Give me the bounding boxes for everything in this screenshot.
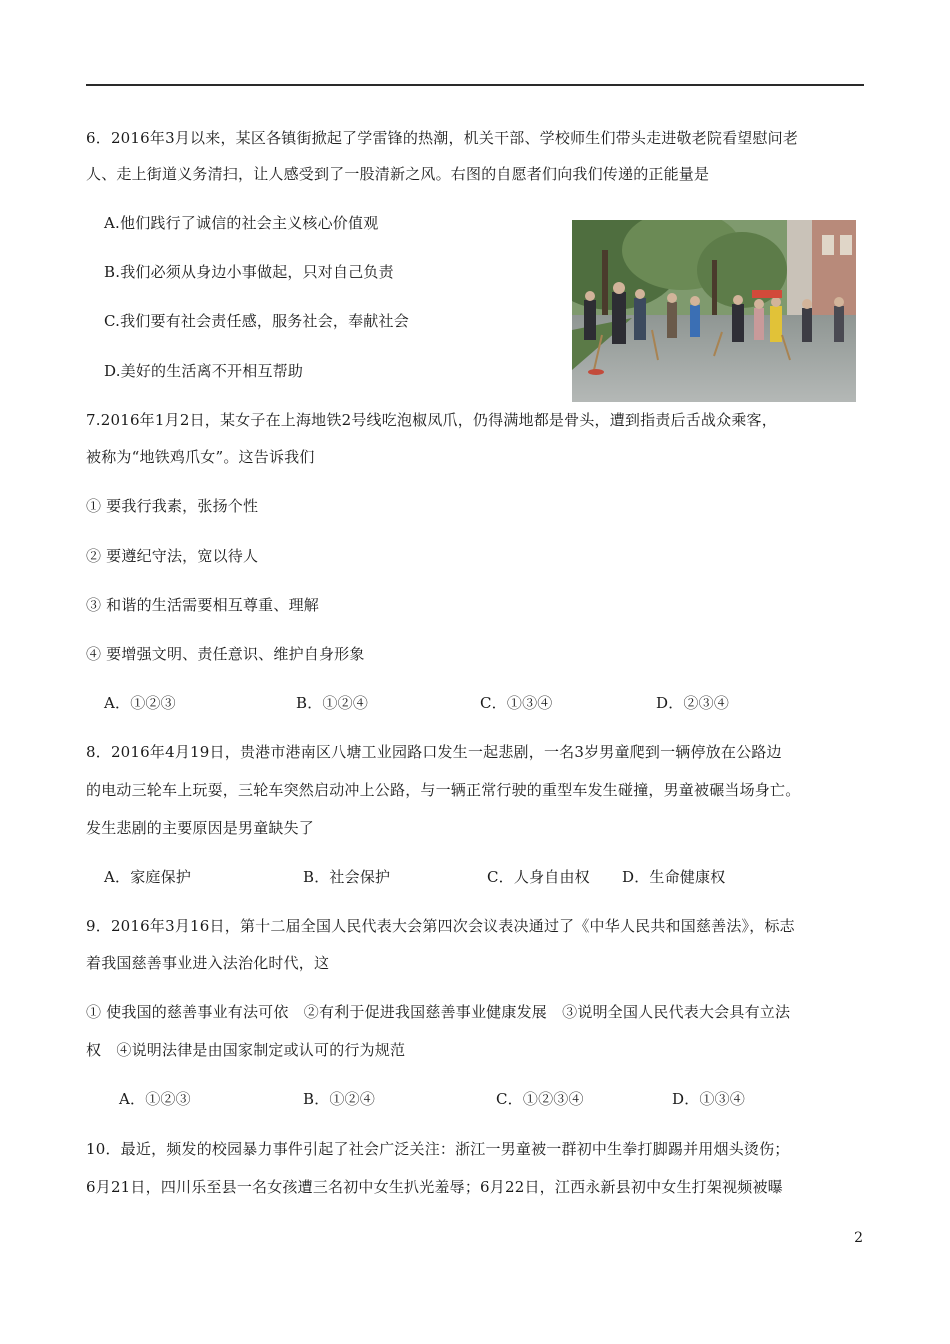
q7-stem-line2: 被称为“地铁鸡爪女”。这告诉我们 <box>86 448 315 466</box>
q7-item-3: ③ 和谐的生活需要相互尊重、理解 <box>86 596 319 614</box>
q9-option-a: A．①②③ <box>119 1090 191 1108</box>
q9-option-d: D．①③④ <box>672 1090 746 1108</box>
q7-item-4: ④ 要增强文明、责任意识、维护自身形象 <box>86 645 365 663</box>
q8-stem-line2: 的电动三轮车上玩耍，三轮车突然启动冲上公路，与一辆正常行驶的重型车发生碰撞，男童被碾当场身亡。 <box>86 781 801 799</box>
q6-option-c: C.我们要有社会责任感，服务社会，奉献社会 <box>104 312 409 330</box>
q10-stem-line1: 10．最近，频发的校园暴力事件引起了社会广泛关注：浙江一男童被一群初中生拳打脚踢并用烟头烫伤； <box>86 1140 790 1158</box>
q9-items-line2: 权 ④说明法律是由国家制定或认可的行为规范 <box>86 1041 406 1059</box>
q8-option-c: C．人身自由权 <box>487 868 590 886</box>
q8-option-d: D．生命健康权 <box>622 868 726 886</box>
q8-option-a: A．家庭保护 <box>104 868 192 886</box>
q9-items-line1: ① 使我国的慈善事业有法可依 ②有利于促进我国慈善事业健康发展 ③说明全国人民代表大会具有立法 <box>86 1003 791 1021</box>
q9-stem-line1: 9．2016年3月16日，第十二届全国人民代表大会第四次会议表决通过了《中华人民共和国慈善法》，标志 <box>86 917 795 935</box>
q7-option-b: B．①②④ <box>296 694 369 712</box>
q6-option-a: A.他们践行了诚信的社会主义核心价值观 <box>104 214 379 232</box>
header-rule <box>86 84 864 86</box>
q7-option-a: A．①②③ <box>104 694 176 712</box>
q6-stem-line2: 人、走上街道义务清扫，让人感受到了一股清新之风。右图的自愿者们向我们传递的正能量是 <box>86 165 710 183</box>
q6-option-b: B.我们必须从身边小事做起，只对自己负责 <box>104 263 394 281</box>
q8-stem-line1: 8．2016年4月19日，贵港市港南区八塘工业园路口发生一起悲剧，一名3岁男童爬到一辆停放在公路边 <box>86 743 782 761</box>
q8-stem-line3: 发生悲剧的主要原因是男童缺失了 <box>86 819 315 837</box>
q9-option-b: B．①②④ <box>303 1090 376 1108</box>
q7-option-c: C．①③④ <box>480 694 553 712</box>
q6-stem-line1: 6．2016年3月以来，某区各镇街掀起了学雷锋的热潮，机关干部、学校师生们带头走进敬老院看望慰问老 <box>86 129 799 147</box>
q9-option-c: C．①②③④ <box>496 1090 584 1108</box>
q7-item-1: ① 要我行我素，张扬个性 <box>86 497 259 515</box>
q10-stem-line2: 6月21日，四川乐至县一名女孩遭三名初中女生扒光羞辱；6月22日，江西永新县初中女生打架视频被曝 <box>86 1178 783 1196</box>
q7-item-2: ② 要遵纪守法，宽以待人 <box>86 547 259 565</box>
q8-option-b: B．社会保护 <box>303 868 391 886</box>
page-number: 2 <box>854 1230 863 1246</box>
q9-stem-line2: 着我国慈善事业进入法治化时代，这 <box>86 954 330 972</box>
q6-option-d: D.美好的生活离不开相互帮助 <box>104 362 304 380</box>
volunteers-street-photo <box>572 220 856 402</box>
q7-option-d: D．②③④ <box>656 694 730 712</box>
q7-stem-line1: 7.2016年1月2日，某女子在上海地铁2号线吃泡椒凤爪，仍得满地都是骨头，遭到指责后舌战众乘客， <box>86 411 777 429</box>
